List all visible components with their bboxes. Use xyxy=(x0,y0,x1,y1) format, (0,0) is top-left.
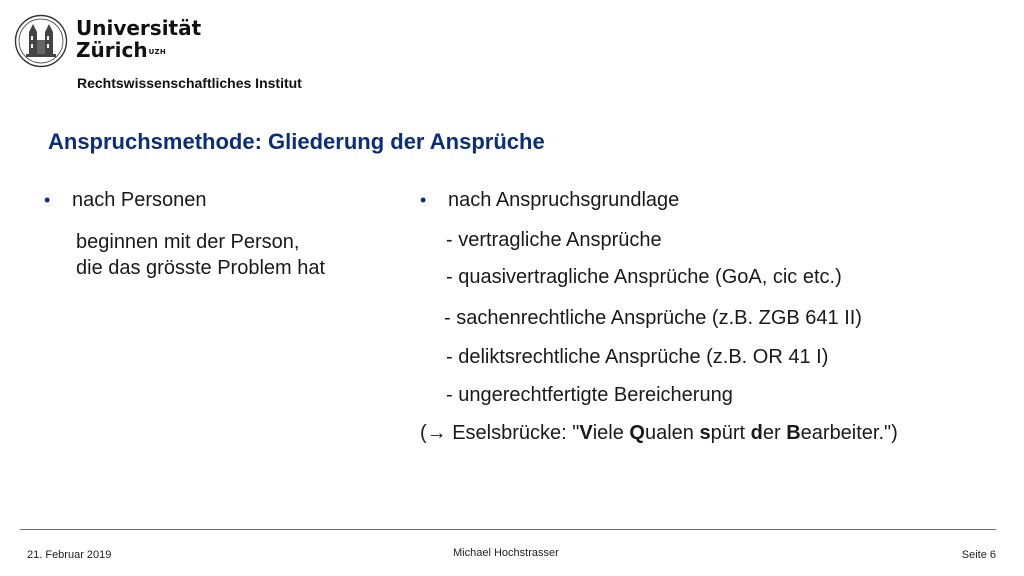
sub-line: die das grösste Problem hat xyxy=(76,257,326,279)
bullet-text: nach Personen xyxy=(72,189,207,211)
university-seal-logo xyxy=(14,14,68,68)
mnemonic-initial: Q xyxy=(629,422,645,444)
slide-title: Anspruchsmethode: Gliederung der Ansprüche xyxy=(48,129,545,154)
claim-type-line: - vertragliche Ansprüche xyxy=(446,229,662,251)
institute-name: Rechtswissenschaftliches Institut xyxy=(77,75,302,91)
bullet-icon: • xyxy=(420,190,427,210)
mnemonic-prefix: (→ Eselsbrücke: " xyxy=(420,422,580,444)
mnemonic-initial: V xyxy=(579,422,593,444)
left-column xyxy=(44,189,404,281)
bullet-item xyxy=(420,189,1010,215)
mnemonic-rest: er xyxy=(762,422,787,444)
mnemonic-rest: pürt xyxy=(710,422,751,444)
bullet-icon: • xyxy=(44,190,51,210)
mnemonic-rest: iele xyxy=(592,422,630,444)
mnemonic-rest: earbeiter. xyxy=(800,422,885,444)
footer-divider xyxy=(20,529,996,530)
claim-type-line: - deliktsrechtliche Ansprüche (z.B. OR 41 I) xyxy=(446,346,829,368)
claim-type-line: - sachenrechtliche Ansprüche (z.B. ZGB 641 II) xyxy=(444,307,862,329)
right-column xyxy=(420,189,1010,444)
sub-text xyxy=(76,229,404,281)
university-abbr: UZH xyxy=(148,48,167,56)
bullet-text: nach Anspruchsgrundlage xyxy=(448,189,680,211)
bullet-item xyxy=(44,189,404,215)
claim-type-line: - ungerechtfertigte Bereicherung xyxy=(446,384,733,406)
university-wordmark xyxy=(76,17,201,61)
mnemonic-line xyxy=(420,422,898,445)
mnemonic-rest: ualen xyxy=(644,422,700,444)
mnemonic-suffix: ") xyxy=(884,422,898,444)
sub-line: beginnen mit der Person, xyxy=(76,231,300,253)
mnemonic-initial: d xyxy=(750,422,763,444)
university-name-line2 xyxy=(76,39,201,61)
claim-type-line: - quasivertragliche Ansprüche (GoA, cic etc.) xyxy=(446,266,842,288)
footer-date: 21. Februar 2019 xyxy=(27,549,112,561)
footer-page-number: Seite 6 xyxy=(961,549,996,561)
mnemonic-initial: s xyxy=(699,422,711,444)
mnemonic-initial: B xyxy=(786,422,801,444)
footer-author: Michael Hochstrasser xyxy=(453,547,559,559)
university-city: Zürich xyxy=(76,38,148,62)
university-name-line1: Universität xyxy=(76,16,202,40)
